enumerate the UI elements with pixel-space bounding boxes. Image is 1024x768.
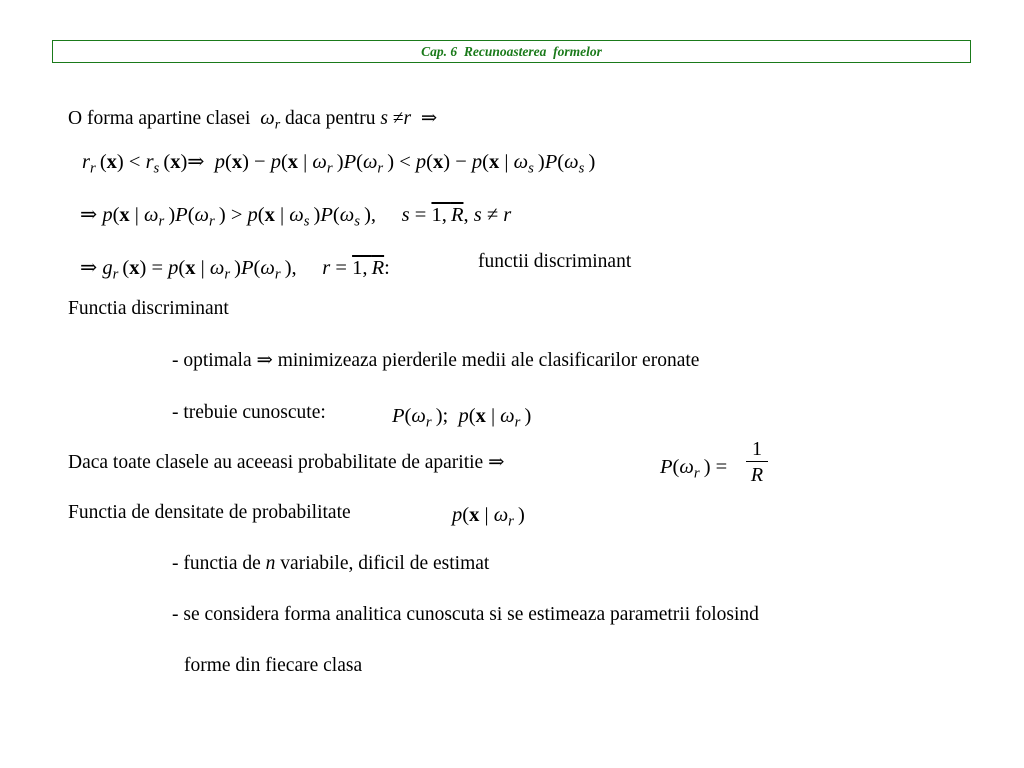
density-item1-var: n [265, 553, 276, 574]
equation-2: ⇒ p(x | $\omega_r$ )$P(\omega_r$ ) > p(x | $\omega_s$ )$P(\omega_s$ ), s = 1, R, s ≠ r [80, 204, 512, 230]
density-item1-prefix: - functia de [172, 553, 261, 574]
equation-1: $r_r$ $(x) < r_s$ (x)⇒ p(x) − p(x | $\omega_r$ )$P(\omega_r$ ) < p(x) − p(x | $\omega_s$ )$P(\omega_s$ ) [82, 151, 596, 177]
optimala-line: - optimala ⇒ minimizeaza pierderile medii ale clasificarilor eronate [172, 350, 700, 371]
section-discriminant-title: Functia discriminant [68, 298, 229, 319]
equation-3: ⇒ $g_r$ (x) = p(x | $\omega_r$ )$P(\omega_r$ ), r = 1, R: [80, 257, 390, 283]
optimala-prefix: - optimala [172, 350, 252, 371]
equal-prob-fraction [746, 437, 768, 486]
optimala-suffix: minimizeaza pierderile medii ale clasificarilor eronate [277, 350, 700, 371]
intro-daca-pentru: daca pentru [285, 108, 376, 129]
density-formula: p(x | $\omega_r$ ) [452, 504, 525, 530]
equal-prob-text: Daca toate clasele au aceeasi probabilitate de aparitie [68, 452, 484, 473]
omega-symbol: ω [260, 107, 275, 129]
density-item-2: - se considera forma analitica cunoscuta si se estimeaza parametrii folosind [172, 604, 759, 625]
density-item-2-cont: forme din fiecare clasa [184, 655, 363, 676]
density-item1-suffix: variabile, dificil de estimat [280, 553, 490, 574]
section-density-title: Functia de densitate de probabilitate [68, 502, 351, 523]
header-title: Cap. 6 Recunoasterea formelor [421, 43, 602, 59]
cunoscute-text: - trebuie cunoscute: [172, 402, 326, 423]
cunoscute-formula: $P(\omega_r$ ); p(x | $\omega_r$ ) [392, 405, 532, 431]
fraction-numerator: 1 [752, 438, 762, 460]
density-item-1 [172, 554, 489, 574]
slide-header [52, 40, 971, 63]
cunoscute-line [172, 403, 326, 423]
equal-prob-line: Daca toate clasele au aceeasi probabilitate de aparitie ⇒ [68, 452, 505, 473]
intro-line: O forma apartine clasei $\omega_r$ daca pentru s ≠r ⇒ [68, 107, 438, 133]
equal-prob-formula: $P(\omega_r$ ) = [660, 456, 728, 482]
fraction-denominator: R [750, 464, 764, 486]
discriminant-label: functii discriminant [478, 251, 632, 272]
intro-text: O forma apartine clasei [68, 108, 251, 129]
